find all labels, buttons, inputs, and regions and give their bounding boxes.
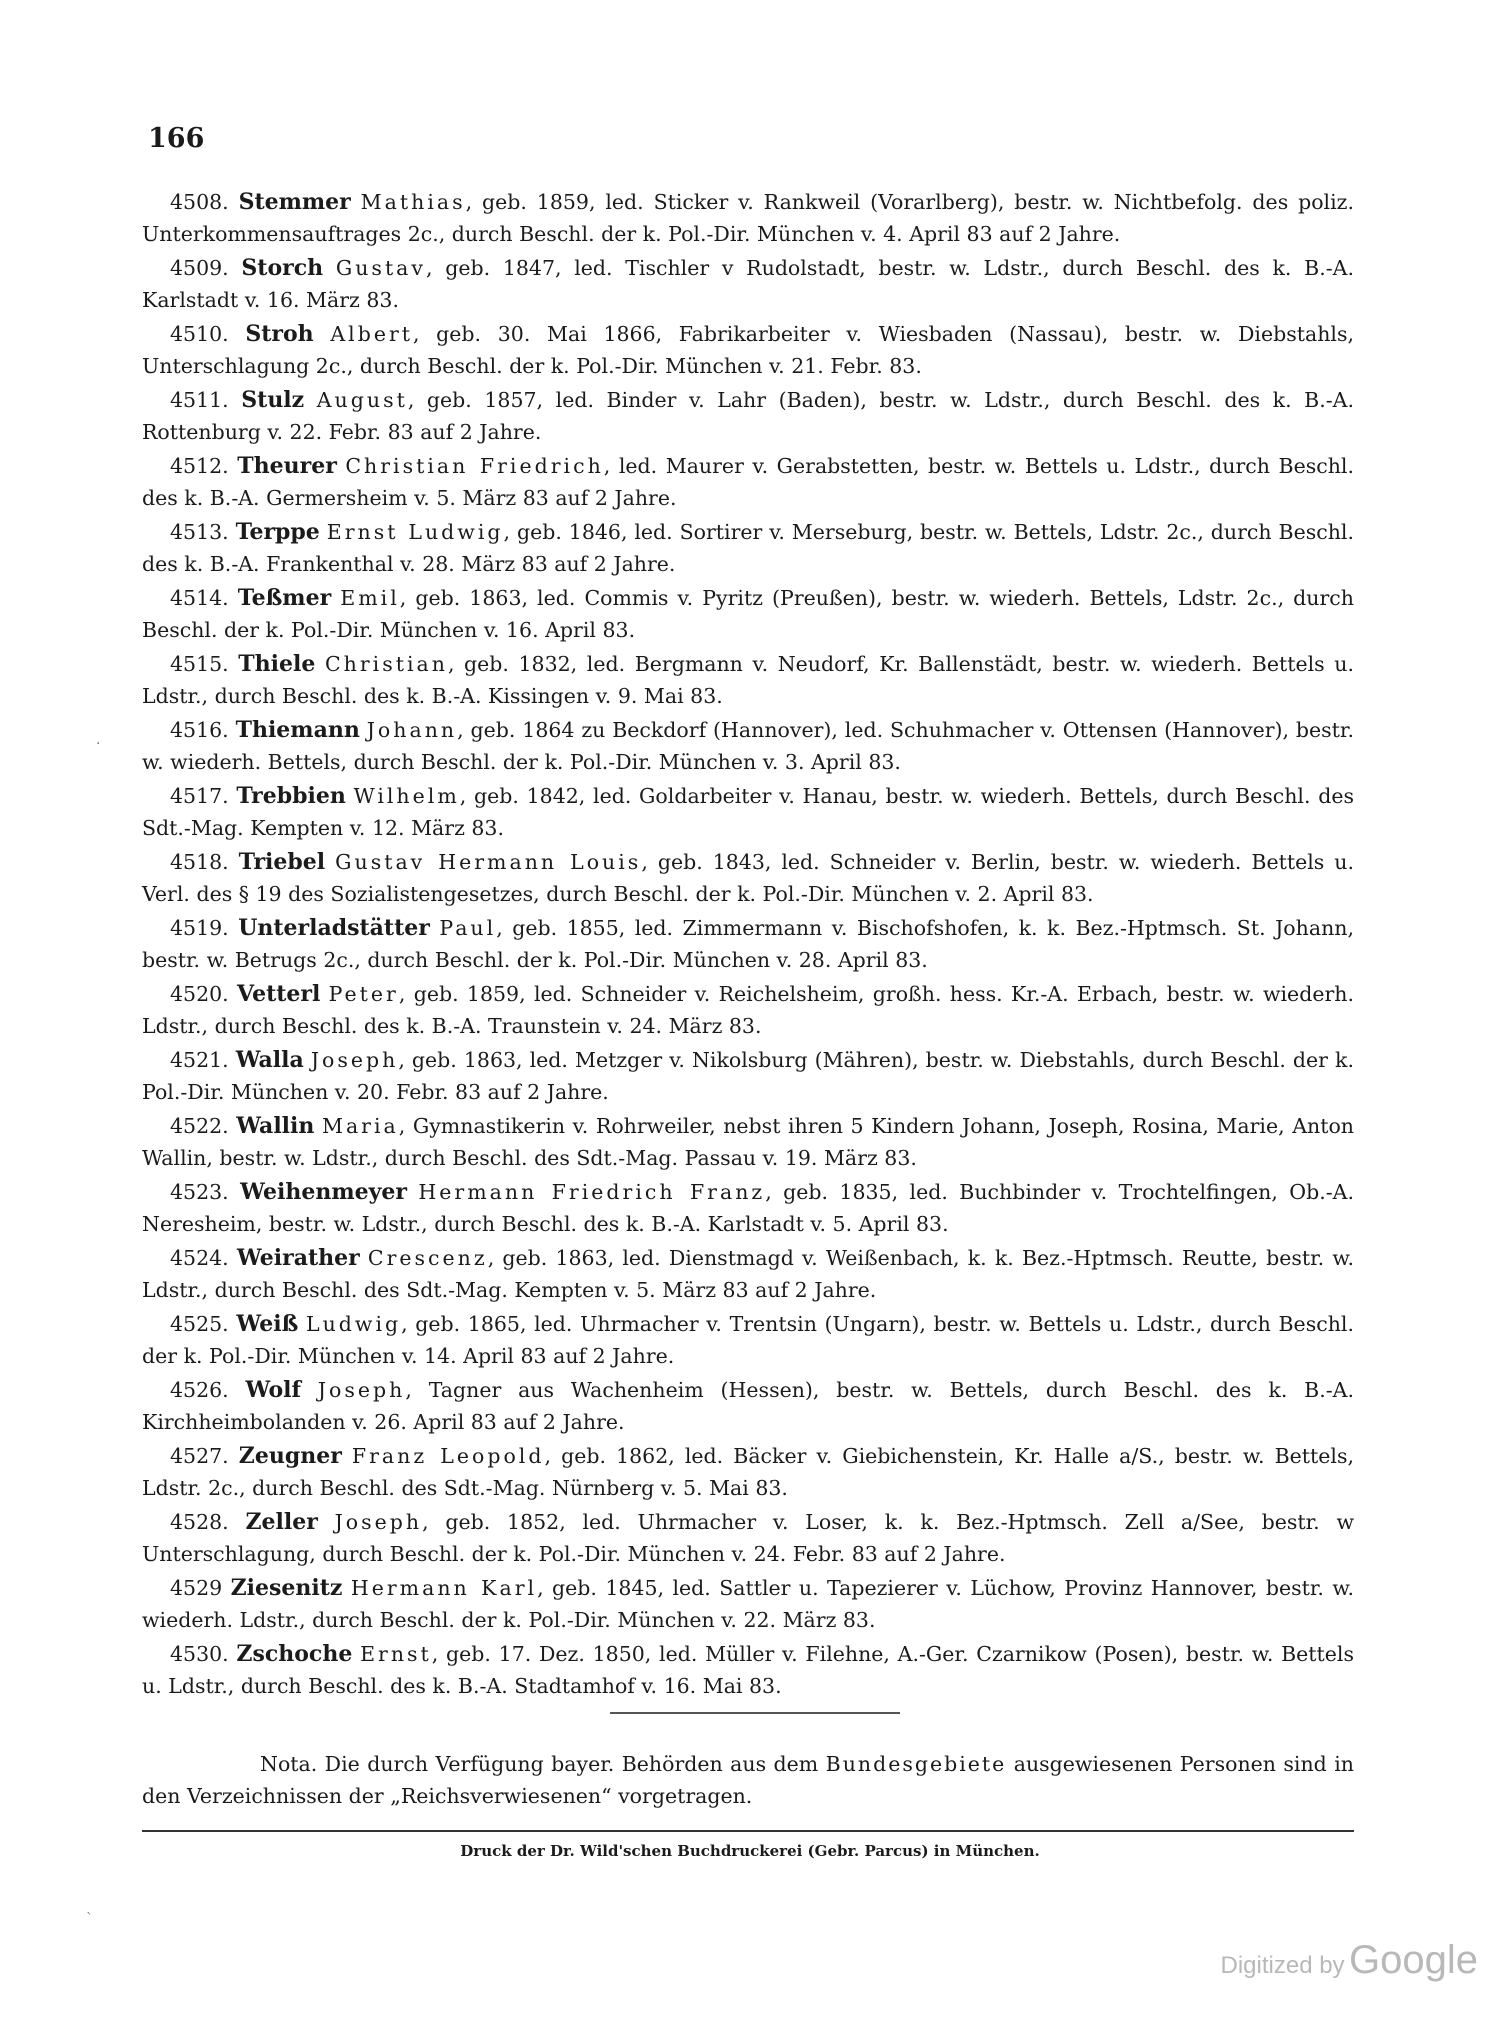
watermark-brand: Google: [1349, 1938, 1478, 1982]
entry-number: 4511.: [170, 388, 229, 412]
entry-surname: Thiemann: [235, 717, 360, 743]
entry-item: [142, 582, 1354, 646]
entry-number: 4508.: [170, 190, 229, 214]
entry-surname: Trebbien: [236, 783, 346, 809]
entry-details: , geb. 1863, led. Metzger v. Nikolsburg (Mähren), bestr. w. Diebstahls, durch Beschl. der k. Pol.-Dir. München v. 20. Febr. 83 auf 2 Jahre.: [142, 1048, 1354, 1104]
entry-item: [142, 1176, 1354, 1240]
entry-item: [142, 252, 1354, 316]
entry-number: 4522.: [170, 1114, 229, 1138]
entry-given-names: Johann: [366, 718, 458, 742]
entry-given-names: Mathias: [360, 190, 466, 214]
entry-details: , led. Maurer v. Gerabstetten, bestr. w. Bettels u. Ldstr., durch Beschl. des k. B.-A. Germersheim v. 5. März 83 auf 2 Jahre.: [142, 454, 1355, 510]
nota-text-after: ausgewiesenen Personen sind in den Verzeichnissen der „Reichsverwiesenen“ vorgetragen.: [142, 1752, 1354, 1808]
entry-number: 4517.: [170, 784, 229, 808]
entry-surname: Weiß: [236, 1311, 299, 1337]
entry-number: 4515.: [170, 652, 229, 676]
entry-details: , geb. 1845, led. Sattler u. Tapezierer v. Lüchow, Provinz Hannover, bestr. w. wiederh. Ldstr., durch Beschl. der k. Pol.-Dir. München v. 22. März 83.: [142, 1576, 1354, 1632]
nota-text-before: Die durch Verfügung bayer. Behörden aus dem: [317, 1752, 826, 1776]
entry-number: 4523.: [170, 1180, 229, 1204]
entry-details: , geb. 1855, led. Zimmermann v. Bischofshofen, k. k. Bez.-Hptmsch. St. Johann, bestr. w. Betrugs 2c., durch Beschl. der k. Pol.-Dir. München v. 28. April 83.: [142, 916, 1354, 972]
entry-given-names: Christian: [324, 652, 448, 676]
entry-item: [142, 1110, 1354, 1174]
entry-surname: Vetterl: [237, 981, 321, 1007]
entry-item: [142, 1638, 1354, 1702]
entry-surname: Stroh: [245, 321, 314, 347]
entry-item: [142, 978, 1354, 1042]
entry-number: 4518.: [170, 850, 229, 874]
entry-surname: Triebel: [238, 849, 326, 875]
entry-item: [142, 318, 1354, 382]
entry-details: , geb. 1842, led. Goldarbeiter v. Hanau, bestr. w. wiederh. Bettels, durch Beschl. des Sdt.-Mag. Kempten v. 12. März 83.: [142, 784, 1354, 840]
entry-details: , geb. 1859, led. Sticker v. Rankweil (Vorarlberg), bestr. w. Nichtbefolg. des poliz. Unterkommensauftrages 2c., durch Beschl. der k. Pol.-Dir. München v. 4. April 83 auf 2 Jahre.: [142, 190, 1354, 246]
entry-given-names: Hermann Friedrich Franz: [418, 1180, 766, 1204]
watermark-prefix: Digitized by: [1220, 1952, 1345, 1979]
entry-details: , geb. 17. Dez. 1850, led. Müller v. Filehne, A.-Ger. Czarnikow (Posen), bestr. w. Bettels u. Ldstr., durch Beschl. des k. B.-A. Stadtamhof v. 16. Mai 83.: [142, 1642, 1354, 1698]
entry-given-names: Gustav Hermann Louis: [335, 850, 642, 874]
scan-speck: ·: [96, 736, 101, 752]
entry-number: 4529: [170, 1576, 223, 1600]
entry-item: [142, 186, 1354, 250]
entry-details: , Gymnastikerin v. Rohrweiler, nebst ihren 5 Kindern Johann, Joseph, Rosina, Marie, Anton Wallin, bestr. w. Ldstr., durch Beschl. des Sdt.-Mag. Passau v. 19. März 83.: [142, 1114, 1354, 1170]
entry-given-names: Ernst Ludwig: [326, 520, 504, 544]
entry-number: 4514.: [170, 586, 229, 610]
entry-details: , Tagner aus Wachenheim (Hessen), bestr. w. Bettels, durch Beschl. des k. B.-A. Kirchheimbolanden v. 26. April 83 auf 2 Jahre.: [142, 1378, 1354, 1434]
entry-surname: Walla: [235, 1047, 304, 1073]
entry-number: 4520.: [170, 982, 229, 1006]
entry-surname: Theurer: [237, 453, 337, 479]
entry-surname: Unterladstätter: [238, 915, 430, 941]
entry-details: , geb. 1863, led. Commis v. Pyritz (Preußen), bestr. w. wiederh. Bettels, Ldstr. 2c., durch Beschl. der k. Pol.-Dir. München v. 16. April 83.: [142, 586, 1354, 642]
page-number: 166: [148, 123, 205, 154]
entry-given-names: Maria: [321, 1114, 399, 1138]
entry-list: [142, 186, 1354, 1704]
entry-item: [142, 1506, 1354, 1570]
entry-surname: Weihenmeyer: [240, 1179, 407, 1205]
entry-given-names: Joseph: [310, 1048, 399, 1072]
entry-number: 4513.: [170, 520, 229, 544]
entry-item: [142, 450, 1354, 514]
entry-details: , geb. 1865, led. Uhrmacher v. Trentsin (Ungarn), bestr. w. Bettels u. Ldstr., durch Beschl. der k. Pol.-Dir. München v. 14. April 83 auf 2 Jahre.: [142, 1312, 1354, 1368]
entry-surname: Terppe: [235, 519, 320, 545]
entry-given-names: Joseph: [334, 1510, 423, 1534]
entry-surname: Wallin: [236, 1113, 315, 1139]
entry-item: [142, 516, 1354, 580]
entry-item: [142, 1242, 1354, 1306]
entry-number: 4516.: [170, 718, 229, 742]
entry-number: 4524.: [170, 1246, 229, 1270]
entry-number: 4525.: [170, 1312, 229, 1336]
nota-paragraph: [142, 1748, 1354, 1812]
entry-details: , geb. 1859, led. Schneider v. Reichelsheim, großh. hess. Kr.-A. Erbach, bestr. w. wiederh. Ldstr., durch Beschl. des k. B.-A. Traunstein v. 24. März 83.: [142, 982, 1354, 1038]
entry-surname: Teßmer: [237, 585, 332, 611]
entry-surname: Zschoche: [236, 1641, 353, 1667]
entry-item: [142, 714, 1354, 778]
entry-item: [142, 1440, 1354, 1504]
entry-item: [142, 912, 1354, 976]
entry-details: , geb. 1847, led. Tischler v Rudolstadt, bestr. w. Ldstr., durch Beschl. des k. B.-A. Karlstadt v. 16. März 83.: [142, 256, 1354, 312]
entry-surname: Ziesenitz: [230, 1575, 343, 1601]
entry-item: [142, 1044, 1354, 1108]
entry-details: , geb. 1835, led. Buchbinder v. Trochtelfingen, Ob.-A. Neresheim, bestr. w. Ldstr., durch Beschl. des k. B.-A. Karlstadt v. 5. April 83.: [142, 1180, 1354, 1236]
entry-details: , geb. 1862, led. Bäcker v. Giebichenstein, Kr. Halle a/S., bestr. w. Bettels, Ldstr. 2c., durch Beschl. des Sdt.-Mag. Nürnberg v. 5. Mai 83.: [142, 1444, 1354, 1500]
entry-details: , geb. 1832, led. Bergmann v. Neudorf, Kr. Ballenstädt, bestr. w. wiederh. Bettels u. Ldstr., durch Beschl. des k. B.-A. Kissingen v. 9. Mai 83.: [142, 652, 1354, 708]
entry-item: [142, 780, 1354, 844]
entry-item: [142, 648, 1354, 712]
entry-given-names: Emil: [340, 586, 400, 610]
entry-number: 4528.: [170, 1510, 229, 1534]
entry-item: [142, 1374, 1354, 1438]
entry-given-names: Franz Leopold: [351, 1444, 545, 1468]
entry-item: [142, 1572, 1354, 1636]
entry-surname: Wolf: [245, 1377, 301, 1403]
entry-given-names: Hermann Karl: [350, 1576, 538, 1600]
section-divider: [610, 1712, 900, 1714]
entry-item: [142, 1308, 1354, 1372]
entry-details: , geb. 1857, led. Binder v. Lahr (Baden), bestr. w. Ldstr., durch Beschl. des k. B.-A. Rottenburg v. 22. Febr. 83 auf 2 Jahre.: [142, 388, 1354, 444]
digitized-watermark: [1221, 1938, 1479, 1983]
entry-item: [142, 846, 1354, 910]
scan-speck: `: [86, 1911, 93, 1927]
entry-given-names: Peter: [328, 982, 399, 1006]
entry-details: , geb. 30. Mai 1866, Fabrikarbeiter v. Wiesbaden (Nassau), bestr. w. Diebstahls, Unterschlagung 2c., durch Beschl. der k. Pol.-Dir. München v. 21. Febr. 83.: [142, 322, 1354, 378]
entry-number: 4521.: [170, 1048, 229, 1072]
entry-surname: Stulz: [241, 387, 305, 413]
entry-number: 4526.: [170, 1378, 229, 1402]
entry-number: 4527.: [170, 1444, 229, 1468]
entry-details: , geb. 1863, led. Dienstmagd v. Weißenbach, k. k. Bez.-Hptmsch. Reutte, bestr. w. Ldstr., durch Beschl. des Sdt.-Mag. Kempten v. 5. März 83 auf 2 Jahre.: [142, 1246, 1354, 1302]
entry-details: , geb. 1843, led. Schneider v. Berlin, bestr. w. wiederh. Bettels u. Verl. des § 19 des Sozialistengesetzes, durch Beschl. der k. Pol.-Dir. München v. 2. April 83.: [142, 850, 1354, 906]
entry-number: 4509.: [170, 256, 229, 280]
footer-rule: [142, 1830, 1354, 1832]
entry-details: , geb. 1852, led. Uhrmacher v. Loser, k. k. Bez.-Hptmsch. Zell a/See, bestr. w Unterschlagung, durch Beschl. der k. Pol.-Dir. München v. 24. Febr. 83 auf 2 Jahre.: [142, 1510, 1354, 1566]
entry-surname: Zeugner: [238, 1443, 342, 1469]
entry-surname: Stemmer: [238, 189, 351, 215]
entry-given-names: Joseph: [317, 1378, 406, 1402]
entry-given-names: Ludwig: [305, 1312, 402, 1336]
nota-label: Nota.: [260, 1752, 318, 1776]
entry-given-names: August: [316, 388, 408, 412]
entry-given-names: Paul: [439, 916, 497, 940]
entry-number: 4510.: [170, 322, 229, 346]
entry-given-names: Ernst: [360, 1642, 432, 1666]
entry-given-names: Albert: [330, 322, 413, 346]
entry-number: 4530.: [170, 1642, 229, 1666]
entry-surname: Zeller: [245, 1509, 318, 1535]
entry-surname: Storch: [241, 255, 324, 281]
entry-given-names: Christian Friedrich: [345, 454, 604, 478]
printer-imprint: Druck der Dr. Wild'schen Buchdruckerei (Gebr. Parcus) in München.: [460, 1842, 1040, 1860]
entry-number: 4519.: [170, 916, 229, 940]
nota-spaced-word: Bundesgebiete: [825, 1752, 1007, 1776]
entry-details: , geb. 1864 zu Beckdorf (Hannover), led. Schuhmacher v. Ottensen (Hannover), bestr. w. wiederh. Bettels, durch Beschl. der k. Pol.-Dir. München v. 3. April 83.: [142, 718, 1354, 774]
entry-given-names: Wilhelm: [353, 784, 460, 808]
entry-number: 4512.: [170, 454, 229, 478]
entry-given-names: Gustav: [335, 256, 426, 280]
entry-item: [142, 384, 1354, 448]
entry-details: , geb. 1846, led. Sortirer v. Merseburg, bestr. w. Bettels, Ldstr. 2c., durch Beschl. des k. B.-A. Frankenthal v. 28. März 83 auf 2 Jahre.: [142, 520, 1354, 576]
entry-given-names: Crescenz: [367, 1246, 488, 1270]
entry-surname: Weirather: [236, 1245, 360, 1271]
entry-surname: Thiele: [238, 651, 316, 677]
